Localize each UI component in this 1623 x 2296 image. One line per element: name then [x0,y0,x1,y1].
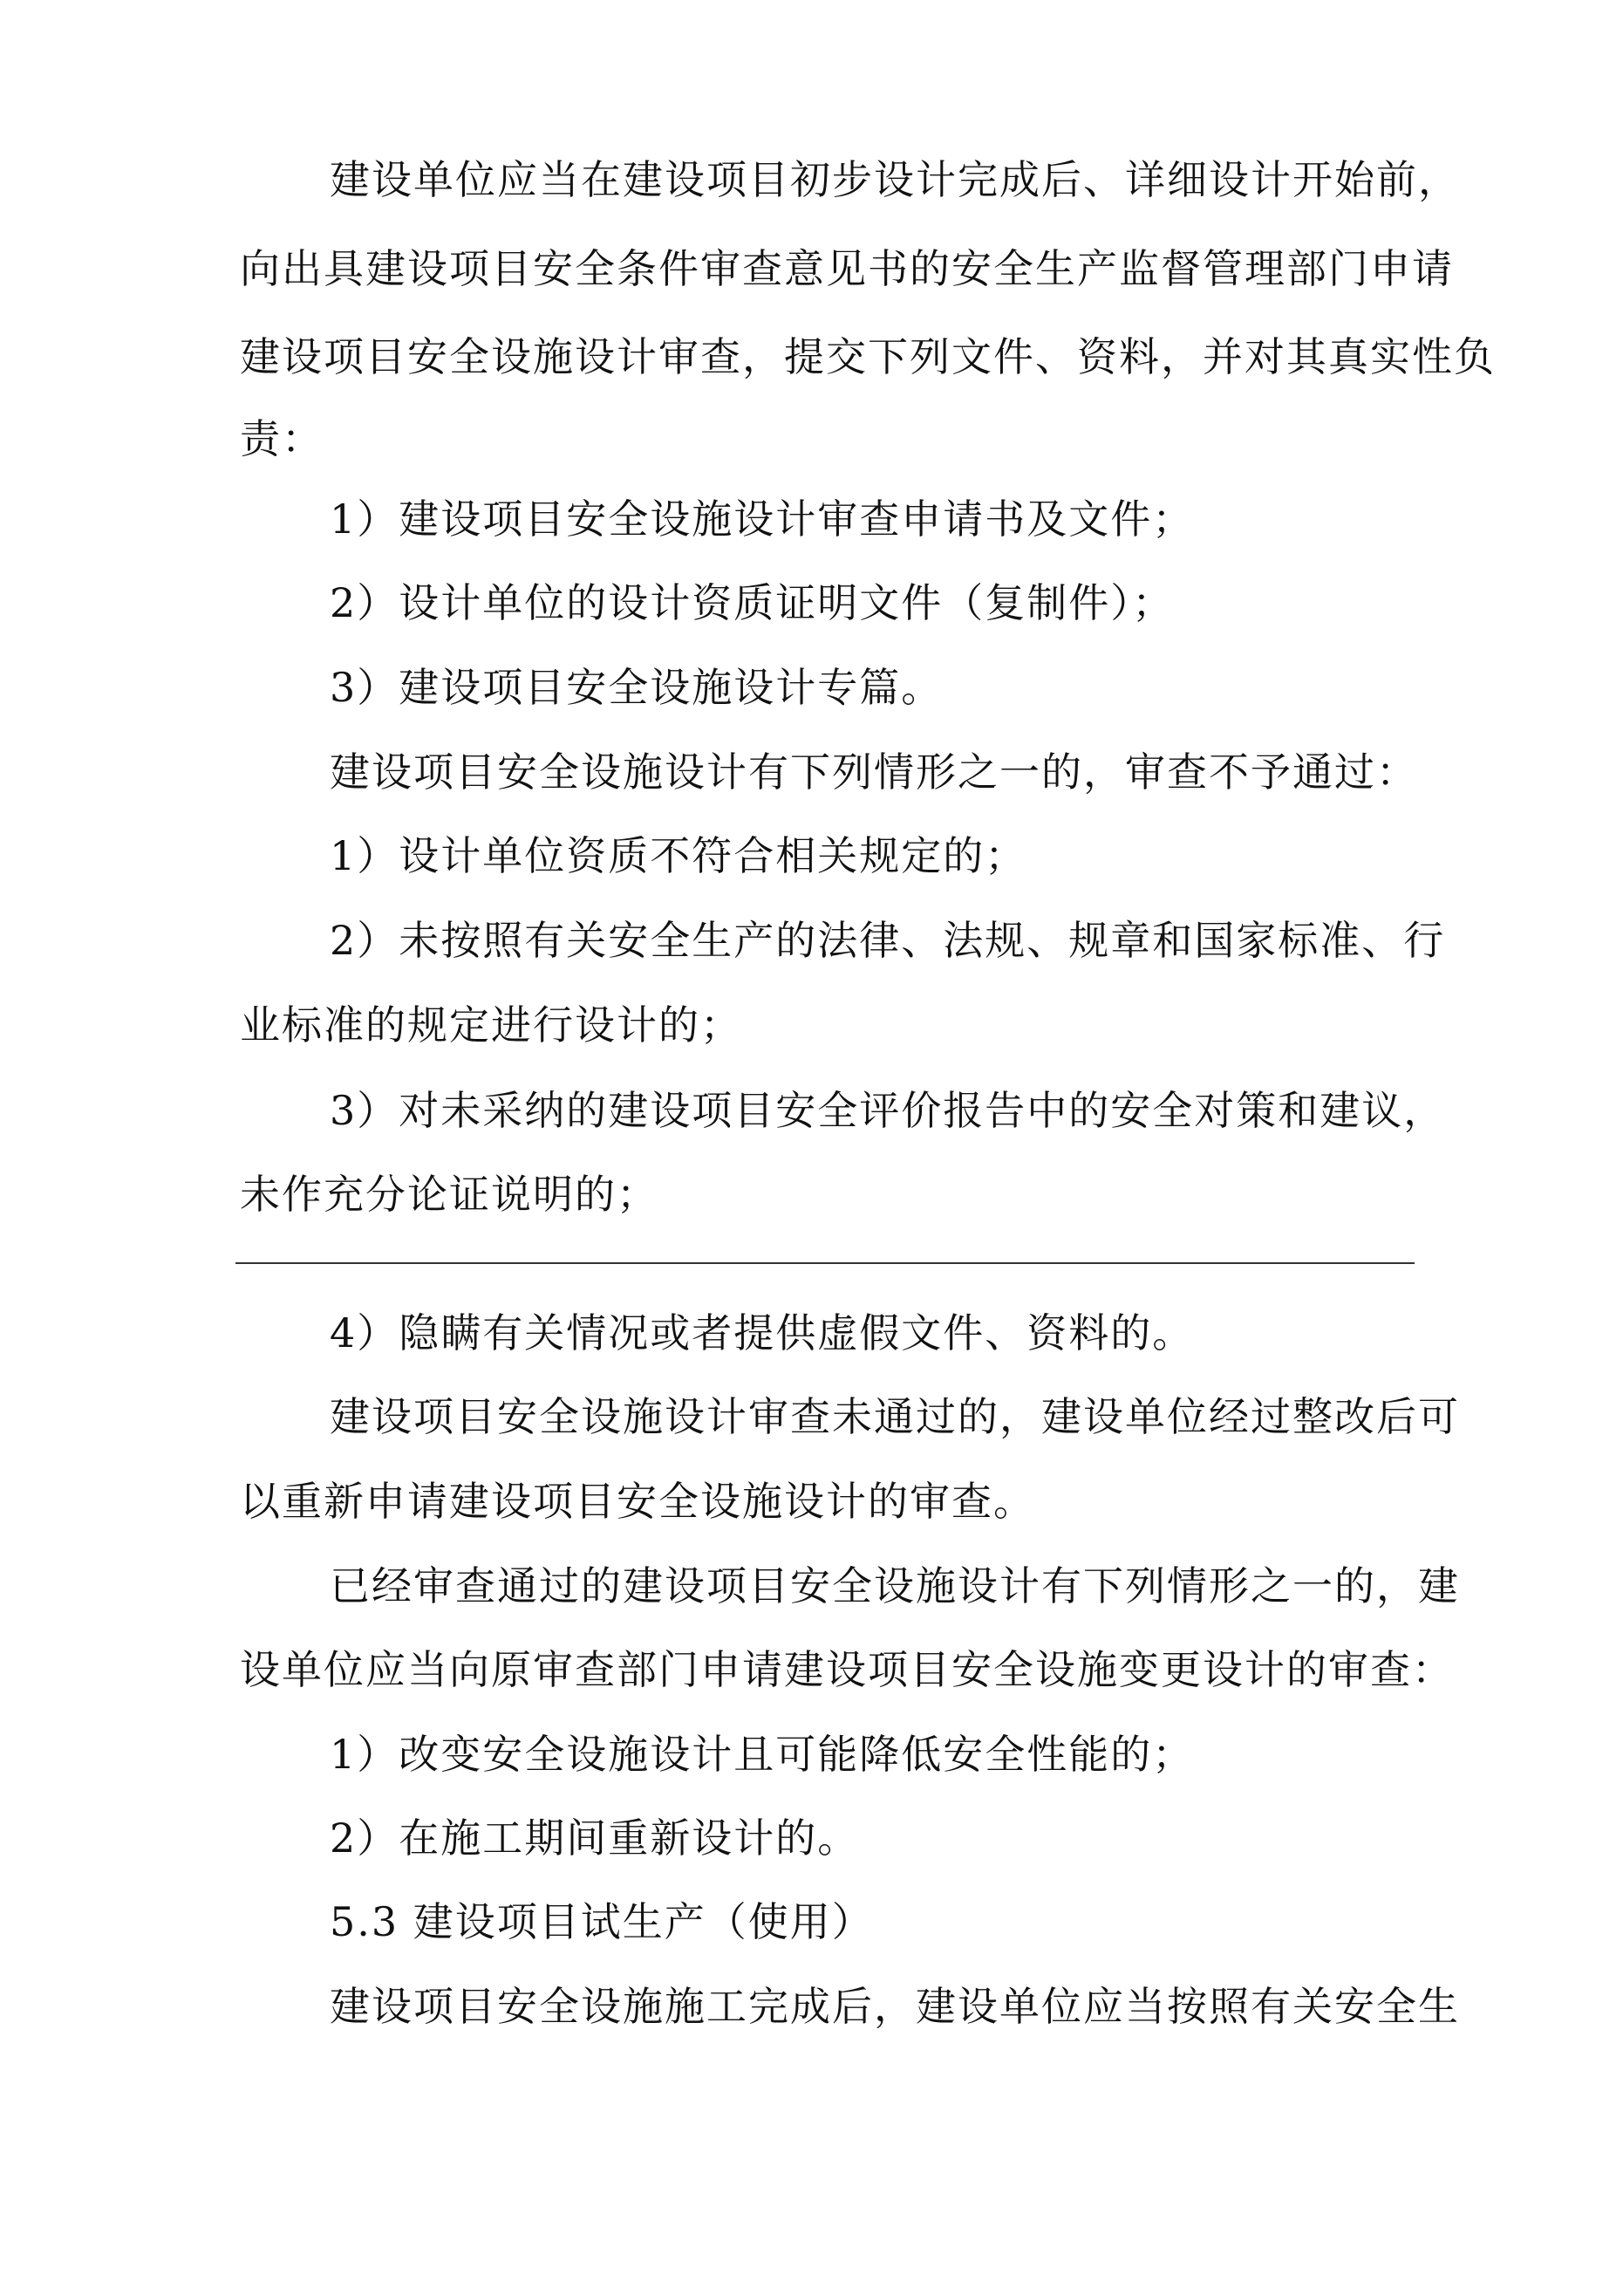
list-1-item-3: 3）建设项目安全设施设计专篇。 [330,664,944,711]
paragraph-1-line-3: 建设项目安全设施设计审查，提交下列文件、资料，并对其真实性负 [240,333,1496,380]
list-2-item-1: 1）设计单位资质不符合相关规定的； [330,832,1027,879]
list-2-item-2-line-1: 2）未按照有关安全生产的法律、法规、规章和国家标准、行 [330,917,1446,964]
list-2-item-3-line-1: 3）对未采纳的建设项目安全评价报告中的安全对策和建议， [330,1087,1446,1134]
list-2-item-3-line-2: 未作充分论证说明的； [240,1171,658,1218]
list-3-item-2: 2）在施工期间重新设计的。 [330,1814,860,1862]
paragraph-4-line-1: 已经审查通过的建设项目安全设施设计有下列情形之一的，建 [330,1562,1460,1609]
list-1-item-2: 2）设计单位的设计资质证明文件（复制件）； [330,579,1175,626]
paragraph-4-line-2: 设单位应当向原审查部门申请建设项目安全设施变更设计的审查： [240,1646,1454,1693]
paragraph-5-line-1: 建设项目安全设施施工完成后，建设单位应当按照有关安全生 [330,1983,1460,2030]
paragraph-1-line-4: 责： [240,415,324,462]
paragraph-3-line-2: 以重新申请建设项目安全设施设计的审查。 [240,1478,1035,1525]
section-heading: 5.3 建设项目试生产（使用） [330,1898,874,1945]
paragraph-1-line-1: 建设单位应当在建设项目初步设计完成后、详细设计开始前， [330,156,1460,203]
page-break-divider [235,1262,1415,1264]
paragraph-3-line-1: 建设项目安全设施设计审查未通过的，建设单位经过整改后可 [330,1393,1460,1440]
paragraph-2: 建设项目安全设施设计有下列情形之一的，审查不予通过： [330,748,1418,796]
list-2-item-4: 4）隐瞒有关情况或者提供虚假文件、资料的。 [330,1309,1195,1356]
list-1-item-1: 1）建设项目安全设施设计审查申请书及文件； [330,495,1195,543]
list-2-item-2-line-2: 业标准的规定进行设计的； [240,1001,742,1049]
paragraph-1-line-2: 向出具建设项目安全条件审查意见书的安全生产监督管理部门申请 [240,245,1454,292]
list-3-item-1: 1）改变安全设施设计且可能降低安全性能的； [330,1731,1195,1778]
